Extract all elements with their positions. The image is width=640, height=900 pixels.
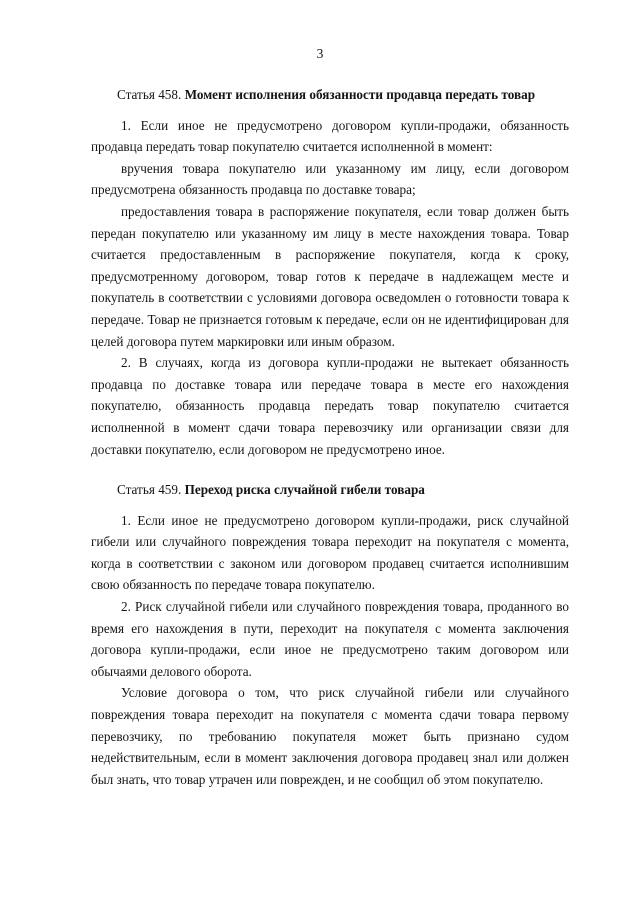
article-459-paragraph: 1. Если иное не предусмотрено договором купли-продажи, риск случайной гибели или случайного повреждения товара переходит на покупателя с момента, когда в соответствии с законом или договором продавец считается исполнившим свою обязанность по передаче товара покупателю. (91, 512, 569, 593)
spacer (91, 106, 569, 115)
article-458-paragraph: вручения товара покупателю или указанному им лицу, если договором предусмотрена обязанность продавца по доставке товара; (91, 160, 569, 198)
article-458-paragraph: 2. В случаях, когда из договора купли-продажи не вытекает обязанность продавца по доставке товара или передаче товара в месте его нахождения покупателю, обязанность продавца передать товар покупателю считается исполненной в момент сдачи товара перевозчику или организации связи для доставки покупателю, если договором не предусмотрено иное. (91, 355, 569, 457)
article-459-heading-title: Переход риска случайной гибели товара (184, 482, 425, 498)
article-459-heading-prefix: Статья 459. (117, 482, 182, 498)
article-458-heading (91, 84, 569, 106)
article-458-paragraph: 1. Если иное не предусмотрено договором купли-продажи, обязанность продавца передать товар покупателю считается исполненной в момент: (91, 117, 569, 155)
article-458-heading-prefix: Статья 458. (117, 87, 182, 102)
document-body (91, 84, 569, 790)
spacer (91, 460, 569, 479)
spacer (91, 501, 569, 510)
article-458-heading-title: Момент исполнения обязанности продавца передать товар (184, 87, 536, 102)
article-458-paragraph: предоставления товара в распоряжение покупателя, если товар должен быть передан покупателю или указанному им лицу в месте нахождения товара. Товар считается предоставленным в распоряжение покупателя, когда к сроку, предусмотренному договором, товар готов к передаче в надлежащем месте и покупатель в соответствии с условиями договора осведомлен о готовности товара к передаче. Товар не признается готовым к передаче, если он не идентифицирован для целей договора путем маркировки или иным образом. (91, 203, 569, 349)
article-459-paragraph: Условие договора о том, что риск случайной гибели или случайного повреждения товара переходит на покупателя с момента сдачи товара первому перевозчику, по требованию покупателя может быть признано судом недействительным, если в момент заключения договора продавец знал или должен был знать, что товар утрачен или поврежден, и не сообщил об этом покупателю. (91, 685, 569, 787)
article-459-paragraph: 2. Риск случайной гибели или случайного повреждения товара, проданного во время его нахождения в пути, переходит на покупателя с момента заключения договора купли-продажи, если иное не предусмотрено таким договором или обычаями делового оборота. (91, 599, 569, 679)
page-number: 3 (316, 46, 324, 61)
article-459-heading (91, 479, 569, 501)
